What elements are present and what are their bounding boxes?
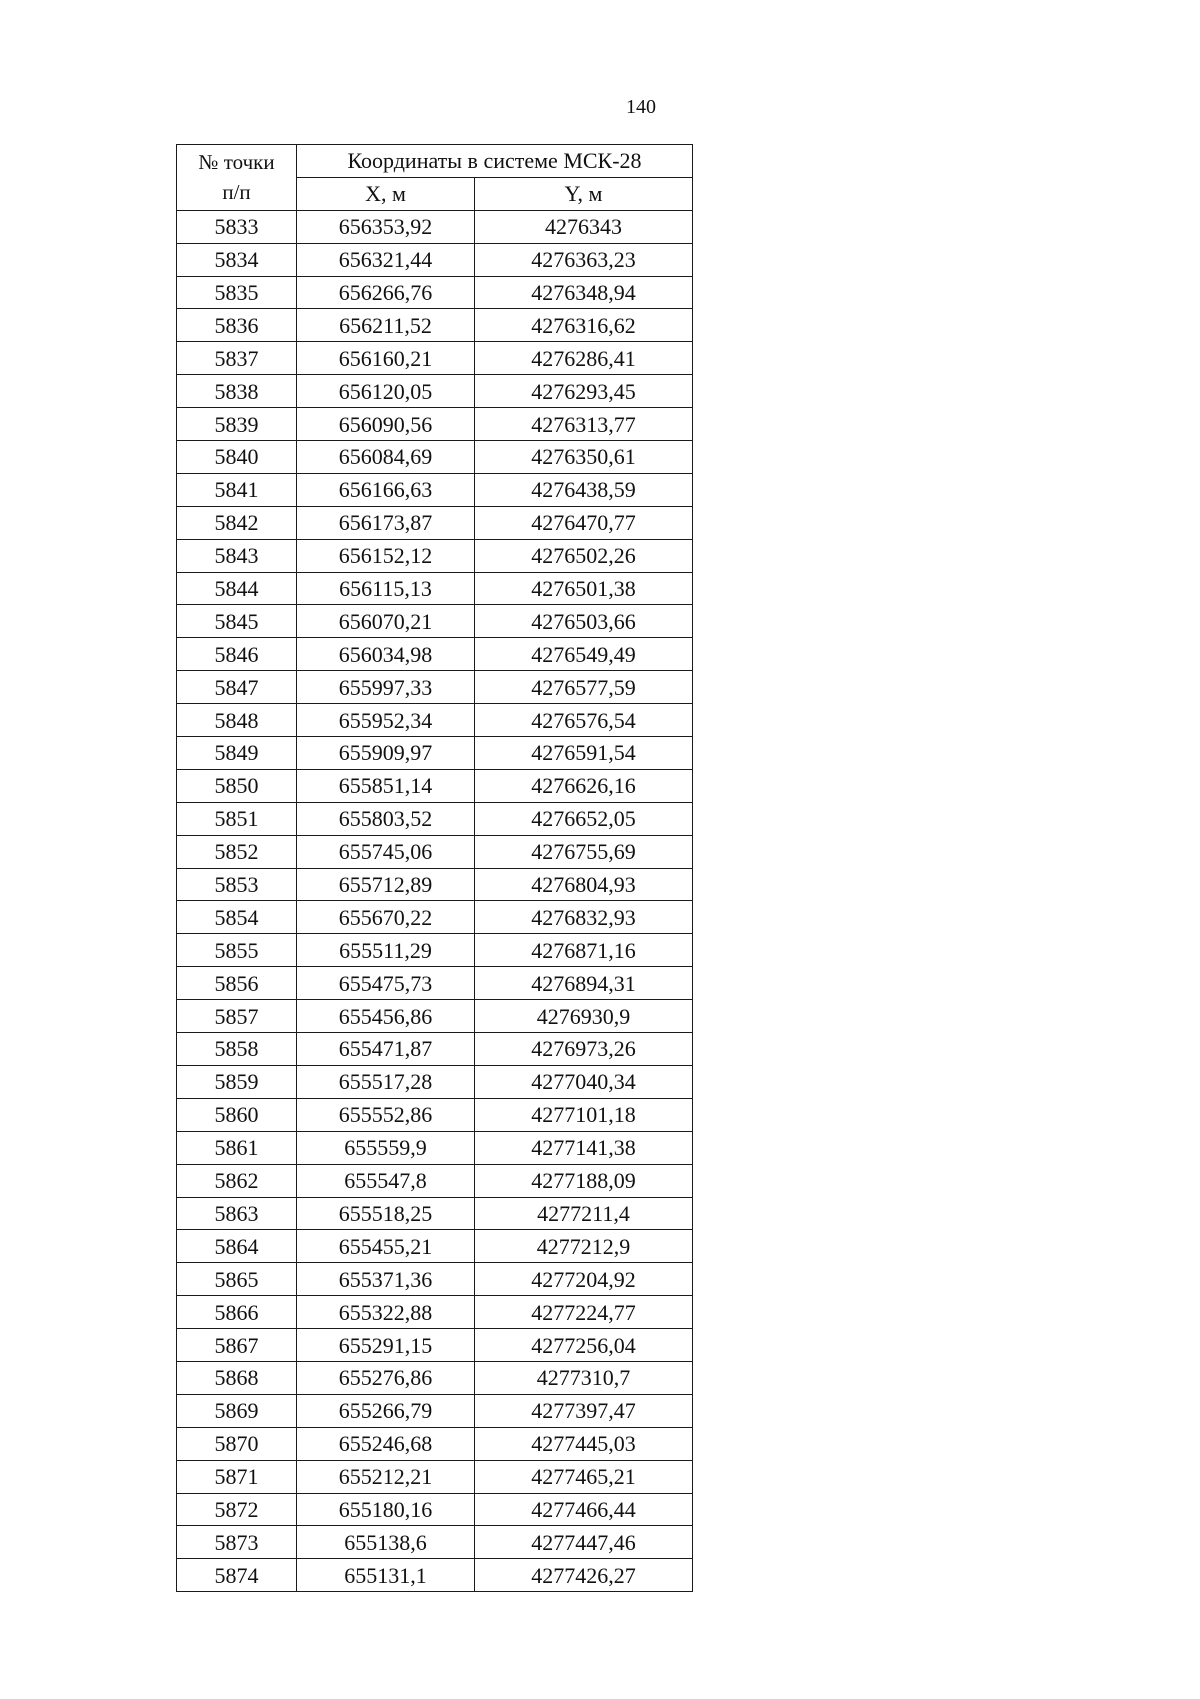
point-number-cell: 5855 [177, 934, 297, 967]
y-coordinate-cell: 4277204,92 [475, 1263, 693, 1296]
point-number-cell: 5839 [177, 408, 297, 441]
point-number-cell: 5833 [177, 210, 297, 243]
point-number-cell: 5873 [177, 1526, 297, 1559]
table-row [177, 1197, 693, 1230]
y-coordinate-cell: 4277256,04 [475, 1329, 693, 1362]
y-coordinate-cell: 4276894,31 [475, 967, 693, 1000]
y-coordinate-cell: 4277447,46 [475, 1526, 693, 1559]
point-number-cell: 5838 [177, 375, 297, 408]
table-row [177, 1164, 693, 1197]
x-coordinate-cell: 656152,12 [297, 539, 475, 572]
table-row [177, 605, 693, 638]
x-coordinate-cell: 656084,69 [297, 441, 475, 474]
point-number-cell: 5854 [177, 901, 297, 934]
point-number-cell: 5868 [177, 1361, 297, 1394]
y-coordinate-cell: 4276652,05 [475, 802, 693, 835]
table-row [177, 835, 693, 868]
x-coordinate-cell: 656266,76 [297, 276, 475, 309]
point-number-cell: 5867 [177, 1329, 297, 1362]
x-coordinate-cell: 656321,44 [297, 243, 475, 276]
y-coordinate-cell: 4276350,61 [475, 441, 693, 474]
table-row [177, 309, 693, 342]
table-row [177, 1460, 693, 1493]
x-coordinate-cell: 655997,33 [297, 671, 475, 704]
x-coordinate-cell: 655322,88 [297, 1296, 475, 1329]
y-coordinate-cell: 4277141,38 [475, 1131, 693, 1164]
y-coordinate-cell: 4277426,27 [475, 1559, 693, 1592]
table-row [177, 1296, 693, 1329]
y-coordinate-cell: 4277465,21 [475, 1460, 693, 1493]
y-coordinate-cell: 4276470,77 [475, 506, 693, 539]
y-coordinate-cell: 4276973,26 [475, 1033, 693, 1066]
x-coordinate-cell: 655291,15 [297, 1329, 475, 1362]
point-number-cell: 5856 [177, 967, 297, 1000]
y-coordinate-cell: 4276503,66 [475, 605, 693, 638]
y-coordinate-cell: 4277188,09 [475, 1164, 693, 1197]
y-coordinate-cell: 4277466,44 [475, 1493, 693, 1526]
point-number-cell: 5872 [177, 1493, 297, 1526]
x-coordinate-cell: 656166,63 [297, 473, 475, 506]
point-number-cell: 5848 [177, 704, 297, 737]
x-coordinate-cell: 656173,87 [297, 506, 475, 539]
y-coordinate-cell: 4277397,47 [475, 1394, 693, 1427]
point-number-cell: 5858 [177, 1033, 297, 1066]
x-coordinate-cell: 655952,34 [297, 704, 475, 737]
x-coordinate-cell: 655246,68 [297, 1427, 475, 1460]
x-coordinate-cell: 655745,06 [297, 835, 475, 868]
table-row [177, 1065, 693, 1098]
table-row [177, 1526, 693, 1559]
point-number-cell: 5834 [177, 243, 297, 276]
x-coordinate-cell: 656034,98 [297, 638, 475, 671]
y-coordinate-cell: 4276755,69 [475, 835, 693, 868]
table-row [177, 441, 693, 474]
point-number-cell: 5841 [177, 473, 297, 506]
table-row [177, 671, 693, 704]
x-coordinate-cell: 655712,89 [297, 868, 475, 901]
y-coordinate-cell: 4276293,45 [475, 375, 693, 408]
table-row [177, 638, 693, 671]
x-coordinate-cell: 655276,86 [297, 1361, 475, 1394]
point-number-cell: 5863 [177, 1197, 297, 1230]
x-coordinate-cell: 655547,8 [297, 1164, 475, 1197]
y-coordinate-cell: 4276348,94 [475, 276, 693, 309]
table-row [177, 276, 693, 309]
x-coordinate-cell: 655475,73 [297, 967, 475, 1000]
x-coordinate-cell: 655518,25 [297, 1197, 475, 1230]
x-coordinate-cell: 656115,13 [297, 572, 475, 605]
x-coordinate-cell: 656070,21 [297, 605, 475, 638]
table-row [177, 967, 693, 1000]
point-number-cell: 5843 [177, 539, 297, 572]
x-coordinate-cell: 656211,52 [297, 309, 475, 342]
point-number-cell: 5849 [177, 737, 297, 770]
x-coordinate-cell: 655511,29 [297, 934, 475, 967]
point-number-cell: 5837 [177, 342, 297, 375]
table-row [177, 1394, 693, 1427]
point-number-cell: 5866 [177, 1296, 297, 1329]
point-number-cell: 5840 [177, 441, 297, 474]
table-row [177, 539, 693, 572]
table-row [177, 1098, 693, 1131]
x-coordinate-cell: 655803,52 [297, 802, 475, 835]
table-row [177, 802, 693, 835]
point-number-cell: 5846 [177, 638, 297, 671]
point-number-header [177, 145, 297, 211]
y-column-header: Y, м [475, 177, 693, 210]
table-row [177, 1559, 693, 1592]
y-coordinate-cell: 4277310,7 [475, 1361, 693, 1394]
table-row [177, 342, 693, 375]
y-coordinate-cell: 4276438,59 [475, 473, 693, 506]
y-coordinate-cell: 4276930,9 [475, 1000, 693, 1033]
table-row [177, 473, 693, 506]
point-number-cell: 5869 [177, 1394, 297, 1427]
point-number-cell: 5865 [177, 1263, 297, 1296]
table-row [177, 408, 693, 441]
point-number-cell: 5861 [177, 1131, 297, 1164]
x-coordinate-cell: 655455,21 [297, 1230, 475, 1263]
x-coordinate-cell: 655180,16 [297, 1493, 475, 1526]
x-coordinate-cell: 655670,22 [297, 901, 475, 934]
y-coordinate-cell: 4277040,34 [475, 1065, 693, 1098]
coordinates-system-header: Координаты в системе МСК-28 [297, 145, 693, 178]
point-number-cell: 5853 [177, 868, 297, 901]
point-number-cell: 5835 [177, 276, 297, 309]
point-number-cell: 5852 [177, 835, 297, 868]
table-row [177, 1263, 693, 1296]
point-number-cell: 5851 [177, 802, 297, 835]
y-coordinate-cell: 4276549,49 [475, 638, 693, 671]
x-coordinate-cell: 655456,86 [297, 1000, 475, 1033]
point-number-cell: 5850 [177, 769, 297, 802]
point-number-cell: 5859 [177, 1065, 297, 1098]
page-number: 140 [626, 96, 656, 118]
point-number-cell: 5857 [177, 1000, 297, 1033]
x-coordinate-cell: 655559,9 [297, 1131, 475, 1164]
x-coordinate-cell: 655266,79 [297, 1394, 475, 1427]
point-number-header-line1: № точки [198, 150, 275, 175]
point-number-header-line2: п/п [222, 180, 251, 205]
table-row [177, 737, 693, 770]
table-row [177, 1033, 693, 1066]
table-row [177, 901, 693, 934]
y-coordinate-cell: 4276363,23 [475, 243, 693, 276]
x-column-header: X, м [297, 177, 475, 210]
table-row [177, 506, 693, 539]
x-coordinate-cell: 655371,36 [297, 1263, 475, 1296]
y-coordinate-cell: 4276576,54 [475, 704, 693, 737]
table-row [177, 704, 693, 737]
table-row [177, 243, 693, 276]
y-coordinate-cell: 4276343 [475, 210, 693, 243]
y-coordinate-cell: 4277224,77 [475, 1296, 693, 1329]
y-coordinate-cell: 4277101,18 [475, 1098, 693, 1131]
y-coordinate-cell: 4276577,59 [475, 671, 693, 704]
y-coordinate-cell: 4276316,62 [475, 309, 693, 342]
point-number-cell: 5836 [177, 309, 297, 342]
y-coordinate-cell: 4277211,4 [475, 1197, 693, 1230]
point-number-cell: 5864 [177, 1230, 297, 1263]
table-row [177, 934, 693, 967]
y-coordinate-cell: 4276591,54 [475, 737, 693, 770]
table-row [177, 572, 693, 605]
y-coordinate-cell: 4277445,03 [475, 1427, 693, 1460]
y-coordinate-cell: 4276286,41 [475, 342, 693, 375]
table-row [177, 769, 693, 802]
point-number-cell: 5842 [177, 506, 297, 539]
x-coordinate-cell: 655517,28 [297, 1065, 475, 1098]
y-coordinate-cell: 4276804,93 [475, 868, 693, 901]
table-row [177, 1230, 693, 1263]
point-number-cell: 5860 [177, 1098, 297, 1131]
y-coordinate-cell: 4276832,93 [475, 901, 693, 934]
table-row [177, 1427, 693, 1460]
table-row [177, 1329, 693, 1362]
x-coordinate-cell: 655138,6 [297, 1526, 475, 1559]
table-row [177, 868, 693, 901]
x-coordinate-cell: 656120,05 [297, 375, 475, 408]
table-row [177, 375, 693, 408]
point-number-cell: 5847 [177, 671, 297, 704]
y-coordinate-cell: 4276626,16 [475, 769, 693, 802]
table-row [177, 1361, 693, 1394]
y-coordinate-cell: 4276313,77 [475, 408, 693, 441]
table-row [177, 1131, 693, 1164]
x-coordinate-cell: 656353,92 [297, 210, 475, 243]
x-coordinate-cell: 655212,21 [297, 1460, 475, 1493]
x-coordinate-cell: 656160,21 [297, 342, 475, 375]
table-row [177, 210, 693, 243]
table-body [177, 210, 693, 1591]
point-number-cell: 5870 [177, 1427, 297, 1460]
table-row [177, 1493, 693, 1526]
x-coordinate-cell: 655471,87 [297, 1033, 475, 1066]
point-number-cell: 5844 [177, 572, 297, 605]
x-coordinate-cell: 656090,56 [297, 408, 475, 441]
y-coordinate-cell: 4276502,26 [475, 539, 693, 572]
table-header [177, 145, 693, 211]
point-number-cell: 5874 [177, 1559, 297, 1592]
y-coordinate-cell: 4277212,9 [475, 1230, 693, 1263]
y-coordinate-cell: 4276501,38 [475, 572, 693, 605]
coordinates-table [176, 144, 693, 1592]
point-number-cell: 5845 [177, 605, 297, 638]
x-coordinate-cell: 655131,1 [297, 1559, 475, 1592]
table-row [177, 1000, 693, 1033]
x-coordinate-cell: 655909,97 [297, 737, 475, 770]
x-coordinate-cell: 655552,86 [297, 1098, 475, 1131]
x-coordinate-cell: 655851,14 [297, 769, 475, 802]
y-coordinate-cell: 4276871,16 [475, 934, 693, 967]
point-number-cell: 5862 [177, 1164, 297, 1197]
point-number-cell: 5871 [177, 1460, 297, 1493]
